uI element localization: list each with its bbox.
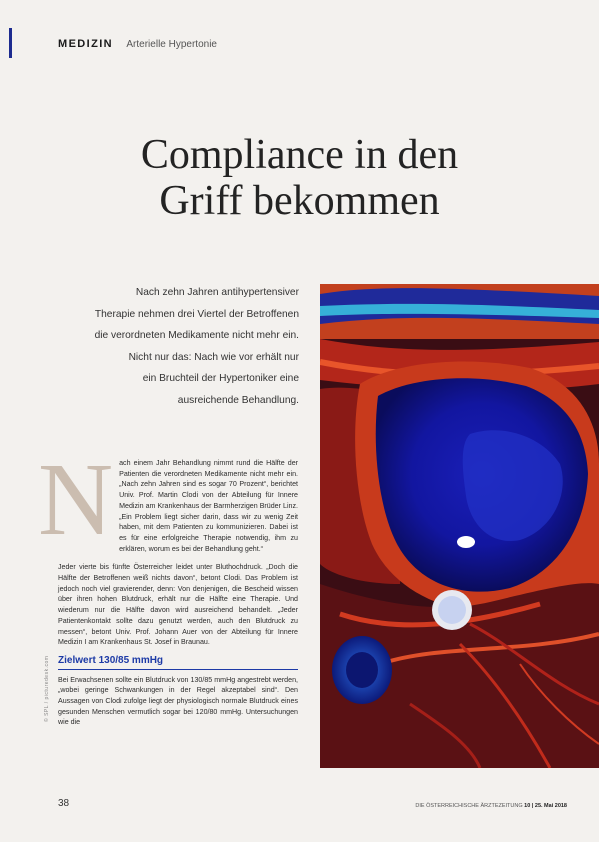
lead-paragraph xyxy=(39,282,299,411)
article-headline xyxy=(0,132,599,224)
section-marker xyxy=(9,28,12,58)
drop-cap: N xyxy=(38,442,114,557)
footer-publication xyxy=(415,803,567,809)
lead-line: Nach zehn Jahren antihypertensiver xyxy=(135,287,299,298)
lead-line: Therapie nehmen drei Viertel der Betroffenen xyxy=(94,308,299,320)
photo-credit: © SPL / picturedesk.com xyxy=(44,655,50,722)
headline-line-1: Compliance in den xyxy=(140,132,459,178)
page-number: 38 xyxy=(58,798,70,809)
lead-line: Nicht nur das: Nach wie vor erhält nur xyxy=(128,351,299,363)
publication-name: DIE ÖSTERREICHISCHE ÄRZTEZEITUNG xyxy=(415,803,523,809)
lead-line: die verordneten Medikamente nicht mehr ein. xyxy=(94,330,299,341)
body-paragraph-3: Bei Erwachsenen sollte ein Blutdruck von 130/85 mmHg angestrebt werden, „wobei geringe Schwankungen in der Regel akzeptabel sind“. Den Aussagen von Clodi zufolge liegt der physiologisch normale Blutdruck eines gesunden Menschen vermutlich sogar bei 120/80 mmHg. Untersuchungen wie die xyxy=(58,675,298,727)
section-subhead: Zielwert 130/85 mmHg xyxy=(58,656,298,670)
issue-info: 10 | 25. Mai 2018 xyxy=(524,803,567,809)
body-paragraph-1: ach einem Jahr Behandlung nimmt rund die Hälfte der Patienten die verordneten Medikamente nicht mehr ein. „Nach zehn Jahren sind es sogar 70 Prozent“, berichtet Univ. Prof. Martin Clodi von der Abteilung für Innere Medizin am Krankenhaus der Barmherzigen Brüder Linz. „Ein Problem liegt sicher darin, dass wir zu wenig Zeit haben, mit dem Patienten zu kommunizieren. Dabei ist es für eine erfolgreiche Therapie notwendig, ihm zu erklären, worum es bei der Behandlung geht.“ xyxy=(119,459,298,553)
page-header xyxy=(58,38,217,50)
lead-line: ein Bruchteil der Hypertoniker eine xyxy=(142,373,299,384)
heart-scan-illustration xyxy=(320,284,599,768)
section-label: MEDIZIN xyxy=(58,38,114,50)
body-paragraph-2: Jeder vierte bis fünfte Österreicher leidet unter Bluthochdruck. „Doch die Hälfte der Betroffenen weiß nichts davon“, betont Clodi. Das Problem ist jedoch noch viel gravierender, denn: Von denjenigen, die Bescheid wissen über ihren hohen Blutdruck, erhält nur die Hälfte eine Therapie. Und wiederum nur die Hälfte davon wird ausreichend behandelt. „Jeder Patientenkontakt sollte dazu genutzt werden, auch den Blutdruck zu messen“, betont Univ. Prof. Johann Auer von der Abteilung für Innere Medizin I am Krankenhaus St. Josef in Braunau. xyxy=(58,563,298,647)
heart-scan-image xyxy=(320,284,599,768)
headline-line-2: Griff bekommen xyxy=(159,178,440,224)
subsection-label: Arterielle Hypertonie xyxy=(126,39,217,50)
lead-line: ausreichende Behandlung. xyxy=(177,394,299,406)
